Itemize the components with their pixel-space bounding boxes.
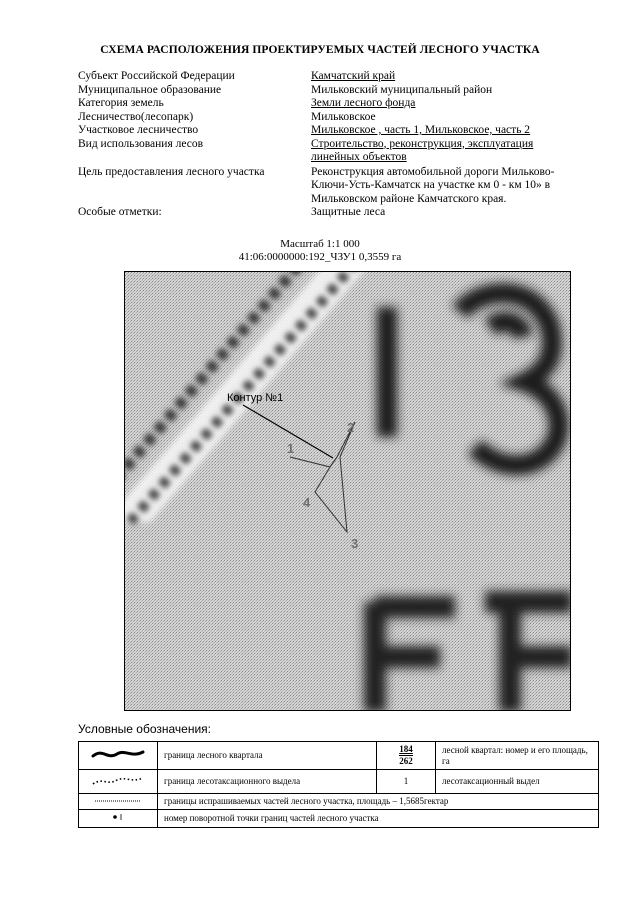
quarter-num-bottom: 262 [399, 756, 413, 766]
parts-boundary-symbol [79, 794, 158, 810]
legend-table [78, 741, 599, 828]
forestry-value: Мильковское [311, 110, 376, 123]
parts-boundary-text: границы испрашиваемых частей лесного участка, площадь – 1,5685гектар [158, 794, 599, 810]
purpose-value-line-1: Реконструкция автомобильной дороги Мильково- [311, 165, 555, 178]
info-row-subject [78, 70, 598, 84]
municipality-label: Муниципальное образование [78, 83, 222, 96]
notes-label: Особые отметки: [78, 206, 162, 218]
info-row-municipality [78, 84, 598, 98]
category-label: Категория земель [78, 97, 164, 109]
notes-value: Защитные леса [311, 206, 386, 218]
scale-block [0, 238, 640, 263]
quarter-num-top: 184 [399, 744, 413, 754]
legend-row-turn-point [79, 810, 599, 828]
vydel-boundary-text: граница лесотаксационного выдела [158, 770, 377, 794]
vydel-boundary-symbol [79, 770, 158, 794]
legend-row-vydel [79, 770, 599, 794]
legend-title: Условные обозначения: [78, 722, 211, 736]
purpose-label: Цель предоставления лесного участка [78, 165, 265, 178]
turn-point-text: номер поворотной точки границ частей лесного участка [158, 810, 599, 828]
legend-row-parts [79, 794, 599, 810]
info-row-category [78, 97, 598, 111]
point-4-label: 4 [303, 495, 311, 510]
purpose-value-line-3: Мильковском районе Камчатского края. [311, 192, 507, 205]
vydel-desc: лесотаксационный выдел [436, 770, 599, 794]
info-row-notes [78, 206, 598, 220]
purpose-value-line-2: Ключи-Усть-Камчатск на участке км 0 - км 10» в [311, 179, 551, 191]
subject-value: Камчатский край [311, 70, 396, 82]
quarter-number-fraction [377, 742, 436, 770]
quarter-boundary-symbol [79, 742, 158, 770]
district-value: Мильковское , часть 1, Мильковское, часть 2 [311, 124, 531, 136]
info-row-forestry [78, 111, 598, 125]
point-1-label: 1 [287, 441, 295, 456]
use-value [311, 138, 598, 165]
use-value-line-1: Строительство, реконструкция, эксплуатация [311, 137, 534, 150]
category-value: Земли лесного фонда [311, 97, 416, 109]
legend-row-quarter [79, 742, 599, 770]
quarter-desc: лесной квартал: номер и его площадь, га [436, 742, 599, 770]
info-block [78, 70, 598, 220]
info-row-district [78, 124, 598, 138]
municipality-value: Мильковский муниципальный район [311, 83, 493, 96]
cadastral-line: 41:06:0000000:192_ЧЗУ1 0,3559 га [238, 250, 402, 263]
subject-label: Субъект Российской Федерации [78, 70, 235, 82]
district-label: Участковое лесничество [78, 124, 199, 136]
contour-label: Контур №1 [227, 392, 284, 404]
map-svg [125, 272, 571, 711]
map-image [124, 271, 571, 711]
vydel-num: 1 [377, 770, 436, 794]
forestry-label: Лесничество(лесопарк) [78, 110, 194, 123]
use-label: Вид использования лесов [78, 137, 204, 150]
info-row-purpose [78, 166, 598, 207]
use-value-line-2: линейных объектов [311, 151, 407, 163]
purpose-value [311, 166, 598, 207]
info-row-use [78, 138, 598, 165]
scale-line: Масштаб 1:1 000 [280, 238, 360, 250]
point-2-label: 2 [347, 420, 355, 435]
quarter-boundary-text: граница лесного квартала [158, 742, 377, 770]
document-title: СХЕМА РАСПОЛОЖЕНИЯ ПРОЕКТИРУЕМЫХ ЧАСТЕЙ ЛЕСНОГО УЧАСТКА [100, 44, 540, 56]
point-3-label: 3 [351, 536, 359, 551]
turn-point-symbol [79, 810, 158, 828]
